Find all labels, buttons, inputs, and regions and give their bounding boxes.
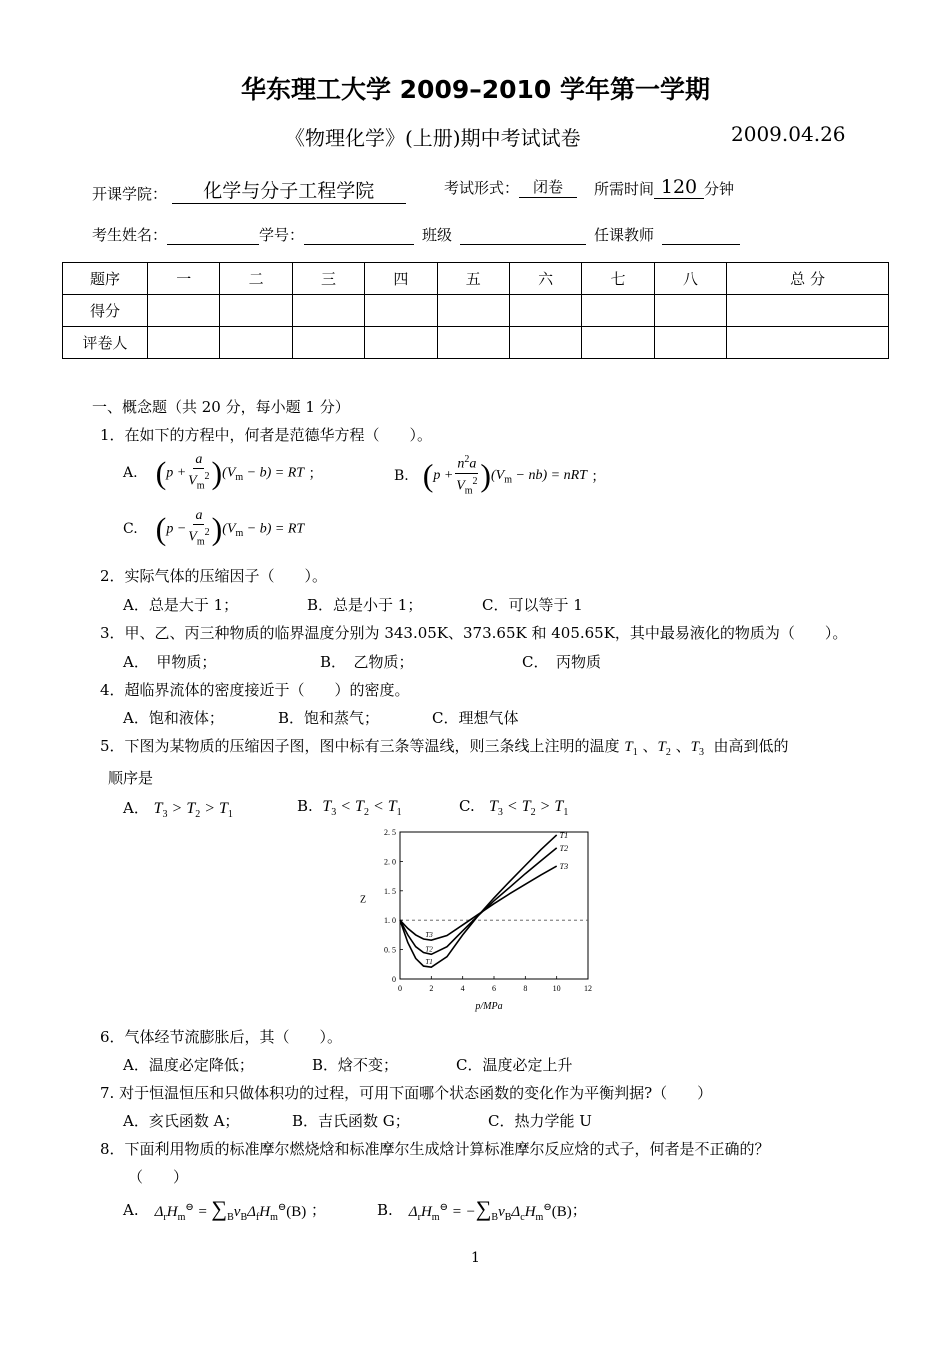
q4-option-a: A．饱和液体；: [123, 709, 224, 727]
header-cell: 七: [582, 263, 654, 295]
series-line-t3: [400, 866, 557, 940]
q5-option-b: B. $T_3 < T_2 < T_1$: [297, 797, 402, 819]
exam-date: 2009.04.26: [731, 122, 846, 146]
header-cell: 四: [365, 263, 437, 295]
question-7: 7. 对于恒温恒压和只做体积功的过程，可用下面哪个状态函数的变化作为平衡判据?（ ）: [100, 1084, 713, 1102]
compressibility-chart: [350, 822, 610, 1018]
series-min-label-t1: T1: [425, 958, 433, 967]
row-label: 得分: [63, 295, 148, 327]
q5-option-c: C. $T_3 < T_2 > T_1$: [459, 797, 569, 819]
grader-cell[interactable]: [148, 327, 220, 359]
q3-option-b: B． 乙物质；: [320, 653, 414, 671]
score-table-header: [63, 263, 889, 295]
y-tick-label: 2. 0: [384, 857, 396, 867]
grader-cell[interactable]: [509, 327, 581, 359]
question-4: 4．超临界流体的密度接近于（ ）的密度。: [100, 681, 410, 699]
question-6: 6．气体经节流膨胀后，其（ ）。: [100, 1028, 343, 1046]
header-cell: 二: [220, 263, 292, 295]
exam-subtitle: 《物理化学》(上册)期中考试试卷: [285, 126, 581, 150]
grader-cell[interactable]: [582, 327, 654, 359]
header-cell: 总 分: [727, 263, 889, 295]
y-tick-label: 1. 5: [384, 886, 396, 896]
college-field: [92, 176, 406, 204]
q5-text: 5．下图为某物质的压缩因子图，图中标有三条等温线，则三条线上注明的温度: [100, 737, 620, 755]
q2-option-b: B．总是小于 1；: [307, 596, 423, 614]
series-label-t2: T2: [559, 843, 569, 853]
page-number: 1: [471, 1250, 480, 1266]
y-axis-label: Z: [360, 894, 367, 906]
score-cell[interactable]: [654, 295, 726, 327]
exam-form-field: [444, 176, 577, 198]
header-cell: 五: [437, 263, 509, 295]
series-line-t1: [400, 835, 557, 967]
x-tick-label: 10: [552, 984, 561, 993]
score-cell[interactable]: [437, 295, 509, 327]
y-tick-label: 0: [392, 975, 396, 984]
section-heading: 一、概念题（共 20 分，每小题 1 分）: [92, 398, 350, 416]
grader-cell[interactable]: [437, 327, 509, 359]
q3-option-a: A． 甲物质；: [123, 653, 217, 671]
q8-blank: （ ）: [128, 1168, 189, 1186]
q6-option-a: A．温度必定降低；: [123, 1056, 254, 1074]
id-blank[interactable]: [304, 226, 414, 245]
header-cell: 八: [654, 263, 726, 295]
question-8: 8．下面利用物质的标准摩尔燃烧焓和标准摩尔生成焓计算标准摩尔反应焓的式子，何者是不正确的？: [100, 1140, 770, 1158]
score-cell[interactable]: [582, 295, 654, 327]
plot-frame: [400, 832, 588, 979]
exam-form-label: 考试形式：: [444, 179, 520, 197]
score-cell[interactable]: [727, 295, 889, 327]
series-label-t1: T1: [559, 830, 569, 840]
grader-cell[interactable]: [365, 327, 437, 359]
exam-title: 华东理工大学 2009–2010 学年第一学期: [240, 75, 711, 104]
q2-option-a: A．总是大于 1；: [123, 596, 239, 614]
time-value: 120: [654, 176, 704, 199]
q7-option-a: A．亥氏函数 A；: [123, 1112, 240, 1130]
q6-option-c: C．温度必定上升: [456, 1056, 573, 1074]
header-cell: 题序: [63, 263, 148, 295]
q4-option-c: C．理想气体: [432, 709, 519, 727]
header-cell: 六: [509, 263, 581, 295]
header-cell: 三: [292, 263, 364, 295]
grader-row: [63, 327, 889, 359]
q4-option-b: B．饱和蒸气；: [278, 709, 380, 727]
question-3: 3．甲、乙、丙三种物质的临界温度分别为 343.05K、373.65K 和 405.65K，其中最易液化的物质为（ ）。: [100, 624, 848, 642]
college-label: 开课学院：: [92, 185, 168, 203]
y-tick-label: 2. 5: [384, 828, 396, 837]
question-2: 2．实际气体的压缩因子（ ）。: [100, 567, 328, 585]
score-cell[interactable]: [148, 295, 220, 327]
q3-option-c: C． 丙物质: [522, 653, 601, 671]
x-tick-label: 6: [492, 984, 496, 993]
teacher-blank[interactable]: [662, 226, 740, 245]
score-cell[interactable]: [292, 295, 364, 327]
question-1: 1．在如下的方程中，何者是范德华方程（ ）。: [100, 426, 433, 444]
score-table: [62, 262, 889, 359]
class-label: 班级: [422, 226, 453, 244]
grader-cell[interactable]: [292, 327, 364, 359]
grader-cell[interactable]: [654, 327, 726, 359]
q7-option-b: B．吉氏函数 G；: [292, 1112, 410, 1130]
score-cell[interactable]: [509, 295, 581, 327]
question-5: 5．下图为某物质的压缩因子图，图中标有三条等温线，则三条线上注明的温度 $T_1$ 、$T_2$ 、$T_3$ 由高到低的: [100, 737, 789, 758]
name-blank[interactable]: [167, 226, 259, 245]
class-blank[interactable]: [460, 226, 586, 245]
exam-form-value: 闭卷: [519, 176, 577, 198]
q2-option-c: C．可以等于 1: [482, 596, 583, 614]
q1-option-b: B. (p + $\frac{n^2a}{V_m^2}$ )$(V_m - nb)$ = nRT ；: [394, 454, 606, 497]
q8-option-b: B. $\Delta_rH_m^⊖ = -\sum_B\nu_B\Delta_cH_m^⊖(B)$ ；: [377, 1196, 587, 1223]
time-label: 所需时间: [594, 180, 655, 198]
q5-tail: 由高到低的: [713, 737, 789, 755]
series-min-label-t3: T3: [425, 931, 433, 940]
college-value: 化学与分子工程学院: [172, 176, 406, 204]
q7-option-c: C．热力学能 U: [488, 1112, 592, 1130]
q5-option-a: A． $T_3 > T_2 > T_1$: [123, 799, 233, 821]
grader-cell[interactable]: [220, 327, 292, 359]
x-tick-label: 12: [584, 984, 592, 993]
id-label: 学号：: [259, 226, 305, 244]
x-tick-label: 0: [398, 984, 402, 993]
x-tick-label: 2: [429, 984, 434, 993]
series-label-t3: T3: [559, 862, 569, 872]
name-label: 考生姓名：: [92, 226, 168, 244]
q1-option-a: A. (p + $\frac{a}{V_m^2}$ )$(V_m - b)$ = RT ；: [123, 452, 323, 492]
score-cell[interactable]: [365, 295, 437, 327]
q6-option-b: B．焓不变；: [312, 1056, 399, 1074]
grader-cell[interactable]: [727, 327, 889, 359]
header-cell: 一: [148, 263, 220, 295]
row-label: 评卷人: [63, 327, 148, 359]
teacher-label: 任课教师: [594, 226, 655, 244]
score-cell[interactable]: [220, 295, 292, 327]
x-tick-label: 8: [523, 984, 528, 993]
q5-line2: 顺序是: [108, 769, 154, 787]
score-row: [63, 295, 889, 327]
y-tick-label: 1. 0: [384, 916, 396, 926]
time-field: [594, 176, 734, 199]
time-unit: 分钟: [704, 180, 735, 198]
q8-option-a: A. $\Delta_rH_m^⊖ = \sum_B\nu_B\Delta_fH_m^⊖(B)$ ；: [123, 1196, 327, 1223]
series-min-label-t2: T2: [425, 945, 433, 954]
x-tick-label: 4: [460, 984, 465, 993]
q1-option-c: C. (p − $\frac{a}{V_m^2}$ )$(V_m - b)$ = RT: [123, 508, 305, 548]
y-tick-label: 0. 5: [384, 945, 396, 955]
x-axis-label: p/MPa: [475, 1001, 503, 1012]
student-fields: [92, 224, 740, 245]
